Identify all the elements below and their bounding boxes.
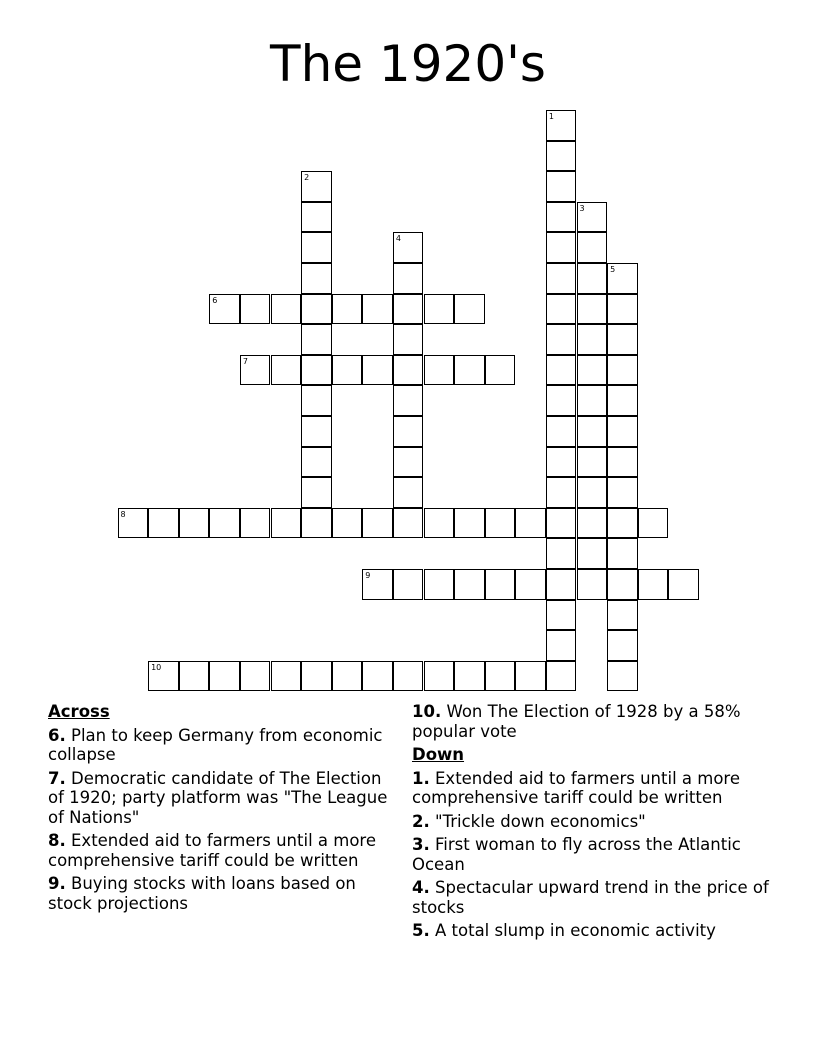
grid-cell[interactable] (546, 141, 577, 172)
cell-number: 8 (120, 509, 126, 519)
grid-cell[interactable] (546, 538, 577, 569)
grid-cell[interactable] (393, 661, 424, 692)
grid-cell[interactable] (301, 324, 332, 355)
clue-across-7 (48, 769, 393, 828)
grid-cell[interactable] (424, 355, 455, 386)
grid-cell[interactable] (332, 355, 363, 386)
grid-cell[interactable] (393, 294, 424, 325)
grid-cell[interactable] (271, 355, 302, 386)
grid-cell[interactable] (362, 508, 393, 539)
grid-cell[interactable] (209, 294, 240, 325)
grid-cell[interactable] (301, 294, 332, 325)
grid-cell[interactable] (515, 661, 546, 692)
grid-cell[interactable] (393, 324, 424, 355)
cell-number: 7 (242, 356, 248, 366)
grid-cell[interactable] (515, 508, 546, 539)
cell-number: 10 (151, 662, 162, 672)
grid-cell[interactable] (638, 508, 669, 539)
clue-across-9 (48, 874, 393, 913)
grid-cell[interactable] (546, 508, 577, 539)
clue-text: Extended aid to farmers until a more comprehensive tariff could be written (48, 831, 376, 870)
grid-cell[interactable] (240, 355, 271, 386)
clue-down-3 (412, 835, 772, 874)
grid-cell[interactable] (301, 385, 332, 416)
grid-cell[interactable] (301, 232, 332, 263)
clue-text: Plan to keep Germany from economic collapse (48, 725, 383, 764)
grid-cell[interactable] (607, 324, 638, 355)
clue-text: Extended aid to farmers until a more comprehensive tariff could be written (412, 768, 740, 807)
grid-cell[interactable] (209, 661, 240, 692)
grid-cell[interactable] (271, 294, 302, 325)
grid-cell[interactable] (607, 416, 638, 447)
grid-cell[interactable] (577, 508, 608, 539)
grid-cell[interactable] (424, 508, 455, 539)
page-title: The 1920's (270, 35, 546, 93)
grid-cell[interactable] (301, 477, 332, 508)
grid-cell[interactable] (301, 263, 332, 294)
grid-cell[interactable] (240, 661, 271, 692)
grid-cell[interactable] (485, 508, 516, 539)
clue-number: 3. (412, 835, 430, 854)
grid-cell[interactable] (577, 202, 608, 233)
grid-cell[interactable] (607, 569, 638, 600)
grid-cell[interactable] (607, 600, 638, 631)
grid-cell[interactable] (209, 508, 240, 539)
clue-number: 2. (412, 811, 430, 831)
grid-cell[interactable] (271, 661, 302, 692)
grid-cell[interactable] (546, 232, 577, 263)
grid-cell[interactable] (393, 447, 424, 478)
grid-cell[interactable] (546, 385, 577, 416)
cell-number: 4 (395, 234, 401, 244)
grid-cell[interactable] (332, 508, 363, 539)
clue-number: 9. (48, 874, 66, 893)
grid-cell[interactable] (301, 508, 332, 539)
clue-text: Buying stocks with loans based on stock projections (48, 874, 356, 913)
grid-cell[interactable] (577, 569, 608, 600)
clue-column-right (412, 702, 772, 945)
grid-cell[interactable] (546, 569, 577, 600)
grid-cell[interactable] (577, 447, 608, 478)
grid-cell[interactable] (607, 294, 638, 325)
clue-column-left (48, 702, 393, 917)
clue-down-4 (412, 878, 772, 917)
grid-cell[interactable] (546, 447, 577, 478)
grid-cell[interactable] (607, 538, 638, 569)
grid-cell[interactable] (577, 385, 608, 416)
grid-cell[interactable] (454, 294, 485, 325)
grid-cell[interactable] (577, 355, 608, 386)
grid-cell[interactable] (485, 661, 516, 692)
clue-number: 8. (48, 831, 66, 850)
grid-cell[interactable] (393, 416, 424, 447)
grid-cell[interactable] (393, 477, 424, 508)
grid-cell[interactable] (301, 416, 332, 447)
grid-cell[interactable] (454, 569, 485, 600)
grid-cell[interactable] (607, 630, 638, 661)
clue-text: Won The Election of 1928 by a 58% popular vote (412, 702, 741, 741)
grid-cell[interactable] (546, 661, 577, 692)
clue-number: 4. (412, 878, 430, 897)
clue-across-10 (412, 702, 772, 741)
grid-cell[interactable] (546, 171, 577, 202)
grid-cell[interactable] (546, 630, 577, 661)
grid-cell[interactable] (577, 263, 608, 294)
grid-cell[interactable] (148, 508, 179, 539)
grid-cell[interactable] (577, 294, 608, 325)
grid-cell[interactable] (607, 508, 638, 539)
grid-cell[interactable] (546, 263, 577, 294)
grid-cell[interactable] (332, 294, 363, 325)
grid-cell[interactable] (301, 355, 332, 386)
clue-number: 7. (48, 768, 66, 788)
grid-cell[interactable] (393, 385, 424, 416)
grid-cell[interactable] (179, 508, 210, 539)
grid-cell[interactable] (546, 600, 577, 631)
grid-cell[interactable] (546, 324, 577, 355)
grid-cell[interactable] (454, 355, 485, 386)
grid-cell[interactable] (393, 569, 424, 600)
grid-cell[interactable] (485, 355, 516, 386)
grid-cell[interactable] (454, 508, 485, 539)
cell-number: 3 (579, 203, 585, 213)
grid-cell[interactable] (393, 232, 424, 263)
grid-cell[interactable] (546, 416, 577, 447)
grid-cell[interactable] (607, 355, 638, 386)
grid-cell[interactable] (577, 324, 608, 355)
grid-cell[interactable] (240, 294, 271, 325)
clue-text: First woman to fly across the Atlantic Ocean (412, 835, 741, 874)
grid-cell[interactable] (546, 477, 577, 508)
grid-cell[interactable] (362, 569, 393, 600)
cell-number: 1 (548, 112, 554, 121)
grid-cell[interactable] (240, 508, 271, 539)
grid-cell[interactable] (424, 661, 455, 692)
grid-cell[interactable] (607, 447, 638, 478)
cell-number: 6 (212, 295, 218, 305)
grid-cell[interactable] (424, 294, 455, 325)
clue-number: 5. (412, 921, 430, 940)
cell-number: 5 (610, 265, 616, 274)
cell-number: 9 (365, 571, 371, 580)
clue-down-2 (412, 812, 772, 832)
grid-cell[interactable] (454, 661, 485, 692)
clue-number: 6. (48, 725, 66, 745)
clue-down-1 (412, 769, 772, 808)
clue-text: Spectacular upward trend in the price of stocks (412, 878, 769, 917)
grid-cell[interactable] (607, 477, 638, 508)
grid-cell[interactable] (577, 538, 608, 569)
grid-cell[interactable] (607, 385, 638, 416)
clue-text: A total slump in economic activity (435, 921, 716, 940)
grid-cell[interactable] (301, 661, 332, 692)
grid-cell[interactable] (362, 294, 393, 325)
grid-cell[interactable] (546, 294, 577, 325)
clue-number: 10. (412, 702, 442, 721)
clue-text: "Trickle down economics" (435, 811, 646, 831)
grid-cell[interactable] (393, 263, 424, 294)
grid-cell[interactable] (424, 569, 455, 600)
grid-cell[interactable] (271, 508, 302, 539)
grid-cell[interactable] (362, 661, 393, 692)
grid-cell[interactable] (577, 477, 608, 508)
grid-cell[interactable] (179, 661, 210, 692)
grid-cell[interactable] (607, 263, 638, 294)
across-heading: Across (48, 702, 110, 721)
grid-cell[interactable] (577, 416, 608, 447)
grid-cell[interactable] (546, 202, 577, 233)
clue-across-8 (48, 831, 393, 870)
down-heading: Down (412, 745, 465, 764)
grid-cell[interactable] (148, 661, 179, 692)
grid-cell[interactable] (301, 171, 332, 202)
clue-text: Democratic candidate of The Election of 1920; party platform was "The League of Nations" (48, 768, 388, 827)
grid-cell[interactable] (546, 355, 577, 386)
grid-cell[interactable] (332, 661, 363, 692)
clue-number: 1. (412, 768, 430, 788)
grid-cell[interactable] (118, 508, 149, 539)
grid-cell[interactable] (393, 355, 424, 386)
grid-cell[interactable] (393, 508, 424, 539)
cell-number: 2 (304, 173, 310, 183)
grid-cell[interactable] (301, 202, 332, 233)
clue-across-6 (48, 726, 393, 765)
grid-cell[interactable] (362, 355, 393, 386)
grid-cell[interactable] (546, 110, 577, 141)
grid-cell[interactable] (577, 232, 608, 263)
grid-cell[interactable] (515, 569, 546, 600)
grid-cell[interactable] (485, 569, 516, 600)
grid-cell[interactable] (638, 569, 669, 600)
grid-cell[interactable] (607, 661, 638, 692)
clue-down-5 (412, 921, 772, 941)
grid-cell[interactable] (668, 569, 699, 600)
grid-cell[interactable] (301, 447, 332, 478)
